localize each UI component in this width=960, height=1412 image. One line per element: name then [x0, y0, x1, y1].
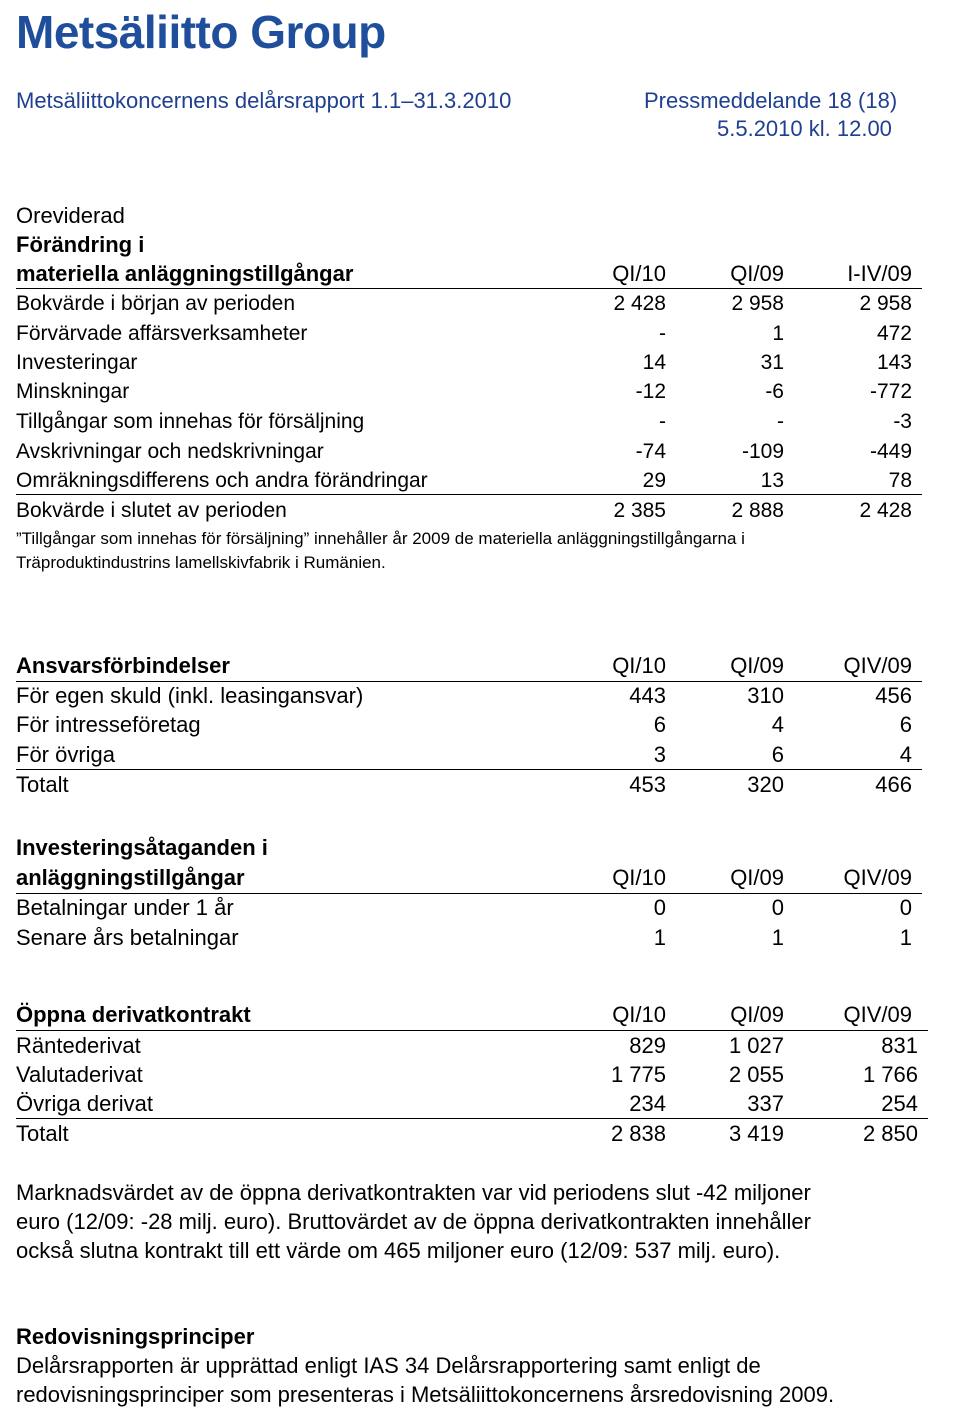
- table-row: [16, 711, 916, 739]
- cell: 466: [875, 772, 912, 797]
- cell: -3: [893, 410, 912, 433]
- row-label: Minskningar: [16, 380, 130, 403]
- footnote-line-2: Träproduktindustrins lamellskivfabrik i Rumänien.: [16, 553, 386, 572]
- total-divider: [16, 769, 922, 770]
- cell: 453: [629, 772, 666, 797]
- cell: -449: [869, 440, 912, 463]
- fixed-assets-header-row: [16, 260, 916, 288]
- commitments-title-1: Investeringsåtaganden i: [16, 835, 268, 860]
- row-label: Valutaderivat: [16, 1062, 143, 1087]
- cell: 143: [876, 351, 912, 374]
- derivatives-header-row: [16, 1001, 928, 1029]
- commitments-title-2: anläggningstillgångar: [16, 865, 245, 890]
- table-row: [16, 438, 916, 466]
- row-label: För egen skuld (inkl. leasingansvar): [16, 683, 364, 708]
- total-divider: [16, 494, 922, 495]
- total-divider: [16, 1118, 928, 1119]
- cell: 1 775: [610, 1062, 666, 1087]
- derivatives-title: Öppna derivatkontrakt: [16, 1002, 251, 1027]
- table-row: [16, 682, 916, 710]
- cell: 4: [771, 712, 784, 737]
- cell: 13: [760, 469, 784, 492]
- column-header: QIV/09: [843, 865, 912, 890]
- cell: -: [659, 322, 666, 345]
- row-label: Totalt: [16, 772, 69, 797]
- table-row: [16, 741, 916, 769]
- row-label: Senare års betalningar: [16, 925, 239, 950]
- cell: 456: [875, 683, 912, 708]
- row-label: Omräkningsdifferens och andra förändringar: [16, 469, 428, 492]
- cell: -74: [635, 440, 666, 463]
- row-label: Avskrivningar och nedskrivningar: [16, 440, 324, 463]
- cell: 472: [876, 322, 912, 345]
- column-header: QI/10: [612, 865, 666, 890]
- cell: -: [659, 410, 666, 433]
- cell: 2 888: [731, 499, 784, 522]
- table-row-total: [16, 771, 916, 799]
- table-row: [16, 1061, 928, 1089]
- table-row: [16, 1090, 928, 1118]
- fixed-assets-title-1: Förändring i: [16, 232, 145, 257]
- cell: 0: [653, 895, 666, 920]
- footnote-line-1: ”Tillgångar som innehas för försäljning” innehåller år 2009 de materiella anläggningstillgångarna i: [16, 529, 745, 548]
- cell: 2 958: [731, 292, 784, 315]
- table-row: [16, 349, 916, 377]
- row-label: Övriga derivat: [16, 1091, 153, 1116]
- cell: 6: [653, 712, 666, 737]
- cell: 337: [747, 1091, 784, 1116]
- cell: -12: [635, 380, 666, 403]
- cell: 1 027: [728, 1033, 784, 1058]
- table-row: [16, 467, 916, 495]
- cell: 254: [881, 1091, 918, 1116]
- cell: 14: [642, 351, 666, 374]
- cell: 4: [899, 742, 912, 767]
- company-logo: Metsäliitto Group: [16, 6, 386, 58]
- header-divider: [16, 1030, 928, 1031]
- column-header: QI/09: [730, 1002, 784, 1027]
- cell: 3: [653, 742, 666, 767]
- table-row: [16, 290, 916, 318]
- table-row: [16, 894, 916, 922]
- accounting-text-line-2: redovisningsprinciper som presenteras i Metsäliittokoncernens årsredovisning 2009.: [16, 1382, 835, 1407]
- cell: -109: [741, 440, 784, 463]
- cell: 1: [771, 925, 784, 950]
- row-label: För intresseföretag: [16, 712, 201, 737]
- table-row: [16, 1032, 928, 1060]
- column-header: QI/09: [730, 653, 784, 678]
- row-label: Betalningar under 1 år: [16, 895, 234, 920]
- cell: -772: [869, 380, 912, 403]
- cell: 1 766: [862, 1062, 918, 1087]
- cell: 234: [629, 1091, 666, 1116]
- table-row: [16, 924, 916, 952]
- cell: 0: [899, 895, 912, 920]
- cell: 0: [771, 895, 784, 920]
- cell: 2 958: [859, 292, 912, 315]
- header-divider: [16, 288, 922, 289]
- cell: 2 385: [613, 499, 666, 522]
- cell: 2 055: [728, 1062, 784, 1087]
- row-label: Bokvärde i slutet av perioden: [16, 499, 287, 522]
- accounting-title: Redovisningsprinciper: [16, 1324, 255, 1349]
- cell: 443: [629, 683, 666, 708]
- cell: 2 850: [862, 1121, 918, 1146]
- row-label: Totalt: [16, 1121, 69, 1146]
- cell: 6: [899, 712, 912, 737]
- derivatives-text-line-1: Marknadsvärdet av de öppna derivatkontrakten var vid periodens slut -42 miljoner: [16, 1180, 811, 1205]
- unaudited-label: Oreviderad: [16, 203, 125, 228]
- cell: 310: [747, 683, 784, 708]
- column-header: QIV/09: [843, 1002, 912, 1027]
- cell: -6: [765, 380, 784, 403]
- table-row-total: [16, 1120, 928, 1148]
- fixed-assets-title-2: materiella anläggningstillgångar: [16, 261, 354, 286]
- derivatives-text-line-2: euro (12/09: -28 milj. euro). Bruttovärdet av de öppna derivatkontrakten innehåller: [16, 1209, 811, 1234]
- cell: 3 419: [728, 1121, 784, 1146]
- cell: 831: [881, 1033, 918, 1058]
- table-row: [16, 378, 916, 406]
- cell: 2 428: [613, 292, 666, 315]
- cell: 1: [653, 925, 666, 950]
- cell: 6: [771, 742, 784, 767]
- cell: 29: [642, 469, 666, 492]
- column-header: QI/09: [730, 261, 784, 286]
- report-title: Metsäliittokoncernens delårsrapport 1.1–31.3.2010: [16, 88, 512, 113]
- press-release-number: Pressmeddelande 18 (18): [644, 88, 898, 113]
- column-header: QI/10: [612, 261, 666, 286]
- cell: 1: [772, 322, 784, 345]
- cell: 2 428: [859, 499, 912, 522]
- cell: 320: [747, 772, 784, 797]
- derivatives-text-line-3: också slutna kontrakt till ett värde om 465 miljoner euro (12/09: 537 milj. euro).: [16, 1238, 781, 1263]
- table-row: [16, 320, 916, 348]
- column-header: QI/09: [730, 865, 784, 890]
- row-label: Bokvärde i början av perioden: [16, 292, 296, 315]
- contingent-title: Ansvarsförbindelser: [16, 653, 230, 678]
- column-header: QI/10: [612, 1002, 666, 1027]
- cell: 1: [899, 925, 912, 950]
- release-date-time: 5.5.2010 kl. 12.00: [717, 116, 892, 141]
- table-row: [16, 497, 916, 525]
- cell: 2 838: [610, 1121, 666, 1146]
- row-label: Investeringar: [16, 351, 138, 374]
- commitments-header-row: [16, 864, 916, 892]
- row-label: Förvärvade affärsverksamheter: [16, 322, 308, 345]
- accounting-text-line-1: Delårsrapporten är upprättad enligt IAS 34 Delårsrapportering samt enligt de: [16, 1353, 761, 1378]
- cell: 31: [760, 351, 784, 374]
- column-header: QI/10: [612, 653, 666, 678]
- cell: -: [777, 410, 784, 433]
- row-label: Räntederivat: [16, 1033, 141, 1058]
- column-header: I-IV/09: [847, 261, 912, 286]
- contingent-header-row: [16, 652, 916, 680]
- row-label: Tillgångar som innehas för försäljning: [16, 410, 365, 433]
- row-label: För övriga: [16, 742, 116, 767]
- cell: 829: [629, 1033, 666, 1058]
- table-row: [16, 408, 916, 436]
- cell: 78: [888, 469, 912, 492]
- column-header: QIV/09: [843, 653, 912, 678]
